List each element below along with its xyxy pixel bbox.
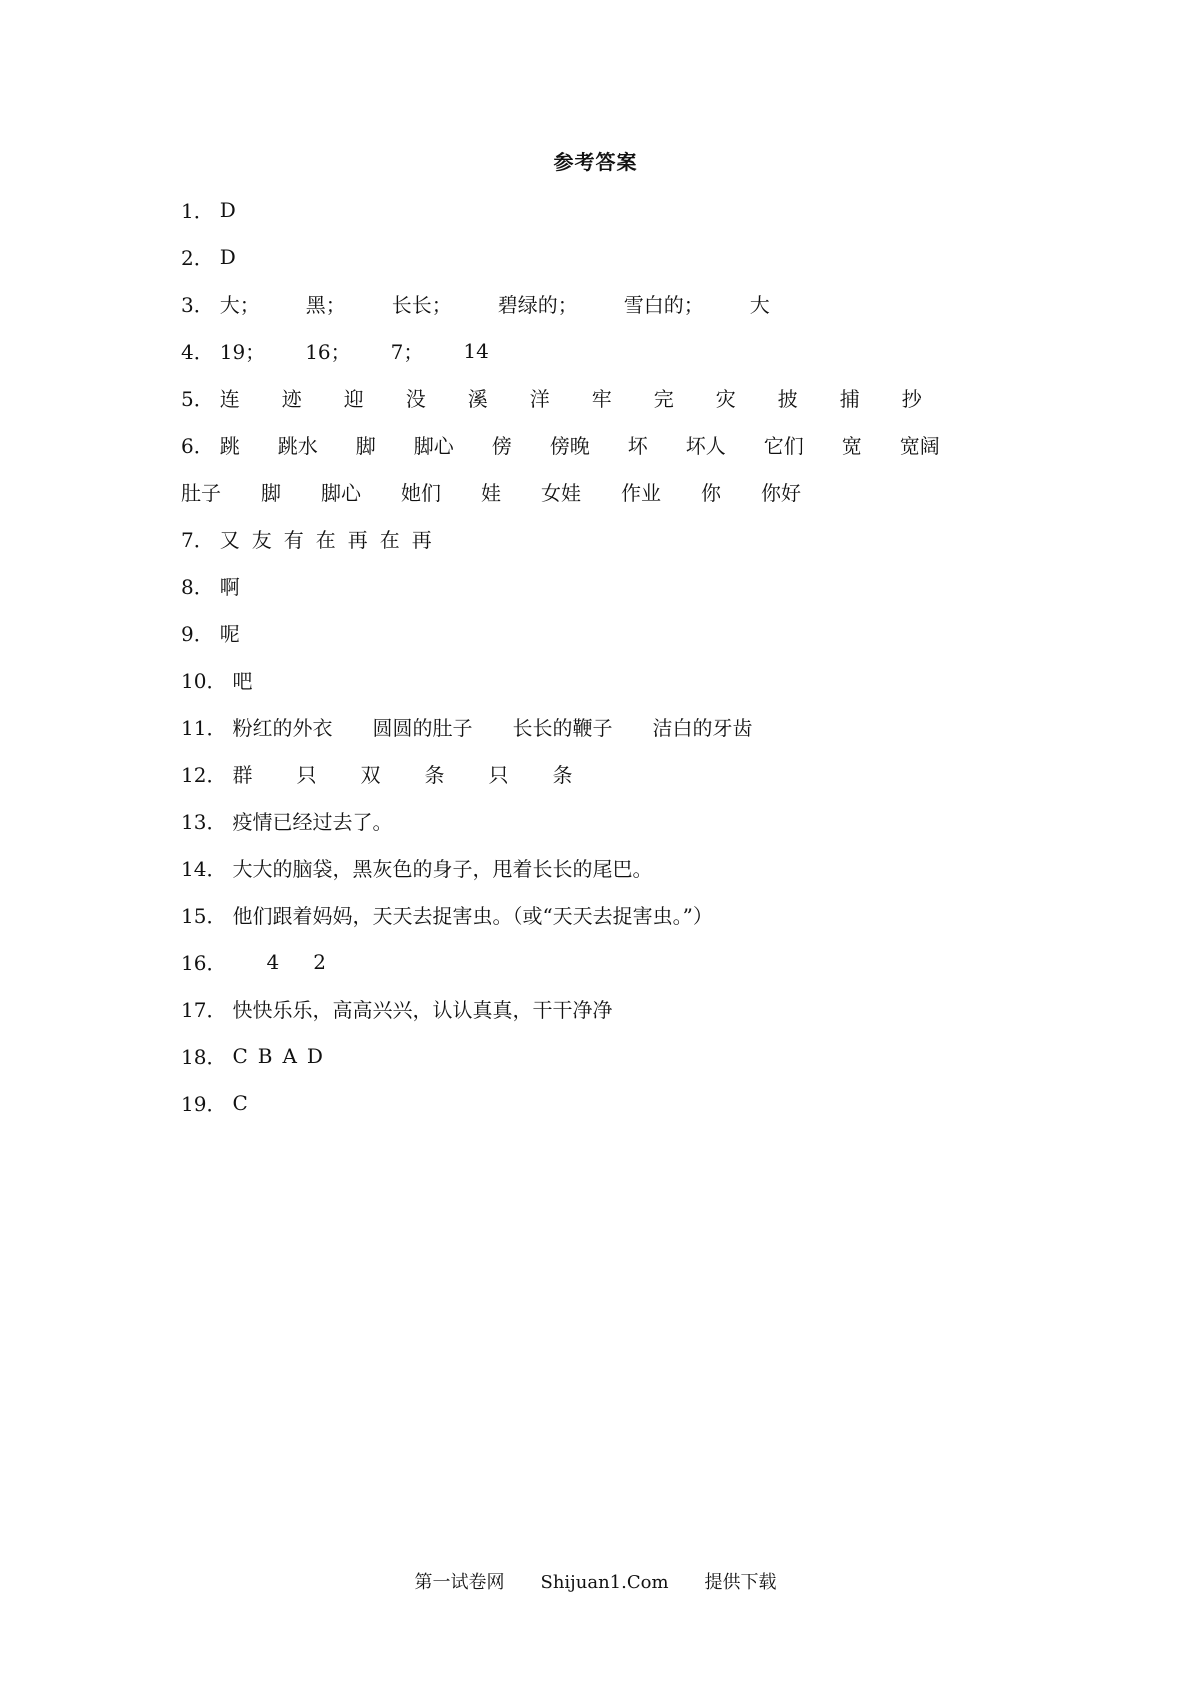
answer-number: 8． <box>181 575 214 599</box>
answer-token: 宽阔 <box>899 434 940 458</box>
answer-line <box>181 938 1041 985</box>
answer-number: 10． <box>181 669 227 693</box>
answer-token: C <box>232 1043 248 1068</box>
answer-token: 长长； <box>391 293 452 317</box>
answer-token: 跳 <box>219 434 240 458</box>
answer-token: 坏 <box>627 434 648 458</box>
answer-token: 只 <box>296 763 317 787</box>
answer-token: 他们跟着妈妈，天天去捉害虫。（或“天天去捉害虫。”） <box>232 904 713 928</box>
answer-number: 7． <box>181 528 214 552</box>
answer-token: 牢 <box>591 387 612 411</box>
answer-token: 迹 <box>281 387 302 411</box>
answer-token: 粉红的外衣 <box>232 716 333 740</box>
answer-token: 灾 <box>715 387 736 411</box>
answer-token: 捕 <box>839 387 860 411</box>
answer-token: 你 <box>701 481 721 505</box>
answer-token: 娃 <box>481 481 501 505</box>
answer-number: 13． <box>181 810 227 834</box>
answer-token: 大 <box>749 293 770 317</box>
answer-token: 圆圆的肚子 <box>372 716 473 740</box>
answer-token: 条 <box>424 763 445 787</box>
answer-token: 大； <box>219 293 260 317</box>
answer-token: 呢 <box>219 622 240 646</box>
answer-token: 双 <box>360 763 381 787</box>
answer-token: 脚 <box>261 481 281 505</box>
answer-token: 傍 <box>491 434 512 458</box>
answer-token: 宽 <box>841 434 862 458</box>
answer-number: 19． <box>181 1092 227 1116</box>
answer-token: 它们 <box>763 434 804 458</box>
answer-token: 碧绿的； <box>497 293 578 317</box>
footer-site-name: 第一试卷网 <box>414 1572 505 1593</box>
answer-token: 溪 <box>467 387 488 411</box>
answer-line <box>181 1079 1041 1126</box>
answer-token: 长长的鞭子 <box>512 716 613 740</box>
answer-number: 5． <box>181 387 214 411</box>
answer-token: 脚心 <box>321 481 361 505</box>
answer-token: 脚心 <box>413 434 454 458</box>
answer-number: 1． <box>181 199 214 223</box>
answer-token: 作业 <box>621 481 661 505</box>
answer-line <box>181 186 1041 233</box>
answer-number: 6． <box>181 434 214 458</box>
answer-token: 大大的脑袋，黑灰色的身子，甩着长长的尾巴。 <box>232 857 653 881</box>
answer-token: 你好 <box>761 481 801 505</box>
answer-token: 有 <box>283 528 304 552</box>
answer-number: 18． <box>181 1045 227 1069</box>
answer-token: 抄 <box>901 387 922 411</box>
answer-line <box>181 609 1041 656</box>
answer-line <box>181 891 1041 938</box>
answer-token: 肚子 <box>181 481 221 505</box>
answer-line <box>181 985 1041 1032</box>
answer-line <box>181 233 1041 280</box>
answer-token: 14 <box>463 338 489 363</box>
answer-token: 披 <box>777 387 798 411</box>
answer-token: 友 <box>251 528 272 552</box>
answer-token: 迎 <box>343 387 364 411</box>
answer-token: 她们 <box>401 481 441 505</box>
answer-number: 9． <box>181 622 214 646</box>
answer-line <box>181 280 1041 327</box>
answer-token: D <box>219 197 236 222</box>
answer-token: D <box>219 244 236 269</box>
answer-list <box>181 186 1041 1126</box>
answer-token: D <box>306 1043 323 1068</box>
answer-number: 4． <box>181 340 214 364</box>
answer-token: 再 <box>347 528 368 552</box>
answer-line <box>181 1032 1041 1079</box>
answer-line <box>181 656 1041 703</box>
answer-token: B <box>257 1043 273 1068</box>
answer-token: 在 <box>379 528 400 552</box>
footer-site-url: Shijuan1.Com <box>540 1572 669 1593</box>
answer-line <box>181 468 1041 515</box>
answer-token: 坏人 <box>685 434 726 458</box>
answer-token: 啊 <box>219 575 240 599</box>
answer-token: 19； <box>219 340 266 364</box>
answer-token: C <box>232 1090 248 1115</box>
answer-number: 11． <box>181 716 227 740</box>
answer-token: 7； <box>390 340 424 364</box>
answer-token: 脚 <box>355 434 376 458</box>
answer-line <box>181 421 1041 468</box>
answer-number: 3． <box>181 293 214 317</box>
answer-token: 4 <box>266 949 280 974</box>
footer-note: 提供下载 <box>704 1572 777 1593</box>
answer-number: 16． <box>181 951 227 975</box>
answer-token: 在 <box>315 528 336 552</box>
answer-number: 14． <box>181 857 227 881</box>
answer-token: 洋 <box>529 387 550 411</box>
answer-token: 吧 <box>232 669 253 693</box>
answer-token: A <box>282 1043 297 1068</box>
answer-token: 2 <box>313 949 326 974</box>
answer-token: 连 <box>219 387 240 411</box>
answer-line <box>181 703 1041 750</box>
answer-token: 雪白的； <box>623 293 704 317</box>
answer-number: 2． <box>181 246 214 270</box>
answer-token: 女娃 <box>541 481 581 505</box>
answer-token: 16； <box>305 340 351 364</box>
answer-token: 再 <box>411 528 432 552</box>
answer-number: 12． <box>181 763 227 787</box>
answer-line <box>181 374 1041 421</box>
footer <box>0 1568 1191 1594</box>
answer-token: 只 <box>488 763 509 787</box>
answer-token: 完 <box>653 387 674 411</box>
answer-number: 15． <box>181 904 227 928</box>
answer-number: 17． <box>181 998 227 1022</box>
page-title: 参考答案 <box>553 150 638 174</box>
answer-token: 黑； <box>305 293 346 317</box>
answer-line <box>181 327 1041 374</box>
answer-token: 疫情已经过去了。 <box>232 810 393 834</box>
answer-token: 傍晚 <box>549 434 590 458</box>
answer-token: 没 <box>405 387 426 411</box>
answer-token: 条 <box>552 763 573 787</box>
answer-token: 又 <box>219 528 240 552</box>
answer-token: 跳水 <box>277 434 318 458</box>
answer-line <box>181 562 1041 609</box>
answer-line <box>181 515 1041 562</box>
answer-token: 快快乐乐，高高兴兴，认认真真，干干净净 <box>232 998 613 1022</box>
answer-line <box>181 750 1041 797</box>
answer-line <box>181 844 1041 891</box>
answer-token: 洁白的牙齿 <box>652 716 753 740</box>
answer-line <box>181 797 1041 844</box>
answer-token: 群 <box>232 763 253 787</box>
